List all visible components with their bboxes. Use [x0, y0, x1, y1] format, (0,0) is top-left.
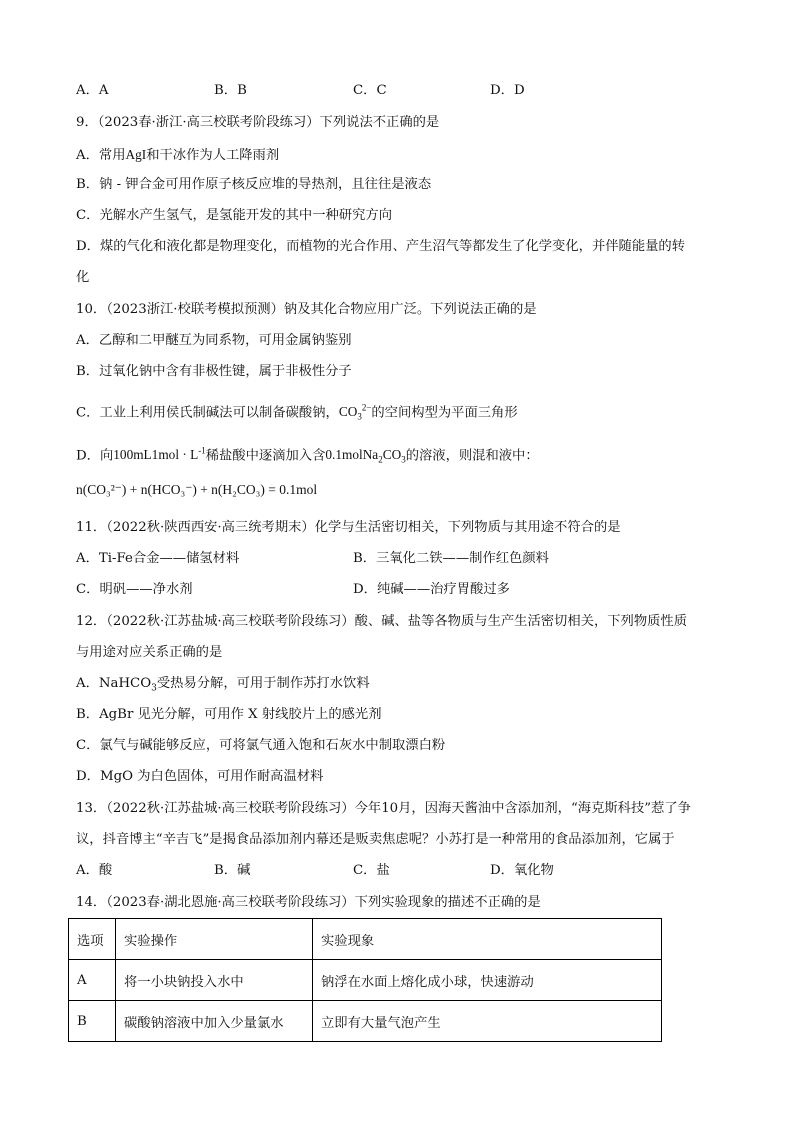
q9-option-b: B．钠 - 钾合金可用作原子核反应堆的导热剂，且往往是液态	[76, 177, 432, 192]
q14-stem: 14．（2023春·湖北恩施·高三校联考阶段练习）下列实验现象的描述不正确的是	[76, 895, 541, 910]
table-row	[69, 1001, 662, 1042]
q11-options-row2	[76, 580, 716, 600]
q8-options	[76, 81, 716, 101]
q13-option-d: D．氧化物	[490, 863, 554, 878]
q9-option-a: A．常用AgI和干冰作为人工降雨剂	[76, 147, 280, 163]
q11-options-row1	[76, 549, 716, 569]
q13-option-b: B．碱	[214, 863, 251, 878]
q11-option-c: C．明矾——净水剂	[76, 582, 193, 597]
cell-operation: 将一小块钠投入水中	[116, 960, 313, 1001]
table-row	[69, 960, 662, 1001]
q11-stem: 11．（2022秋·陕西西安·高三统考期末）化学与生活密切相关，下列物质与其用途不符合的是	[76, 520, 621, 535]
q10-option-d: D．向$100mL1mol \cdot L^{-1}$稀盐酸中逐滴加入含$0.1molNa_2CO_3$的溶液，则混和液中：	[76, 446, 539, 466]
header-option: 选项	[69, 919, 116, 960]
q13-option-a: A．酸	[76, 863, 113, 878]
q8-option-b: B．B	[214, 83, 247, 98]
cell-option: A	[69, 960, 116, 1001]
q11-option-a: A．Ti-Fe合金——储氢材料	[76, 551, 240, 566]
q8-option-d: D．D	[490, 83, 525, 98]
q13-option-c: C．盐	[353, 863, 390, 878]
cell-operation: 碳酸钠溶液中加入少量氯水	[116, 1001, 313, 1042]
q12-option-d: D．MgO 为白色固体，可用作耐高温材料	[76, 769, 324, 784]
q11-option-d: D．纯碱——治疗胃酸过多	[353, 582, 510, 597]
q13-stem-line1: 13．（2022秋·江苏盐城·高三校联考阶段练习）今年10月，因海天酱油中含添加剂，“海克斯科技”惹了争	[76, 801, 691, 816]
q8-option-a: A．A	[76, 83, 109, 98]
q10-option-a: A．乙醇和二甲醚互为同系物，可用金属钠鉴别	[76, 333, 352, 348]
q9-option-d-line1: D．煤的气化和液化都是物理变化，而植物的光合作用、产生沼气等都发生了化学变化，并伴随能量的转	[76, 239, 686, 254]
q12-stem-line1: 12．（2022秋·江苏盐城·高三校联考阶段练习）酸、碱、盐等各物质与生产生活密切相关，下列物质性质	[76, 614, 688, 629]
q13-stem-line2: 议，抖音博主“辛吉飞”是揭食品添加剂内幕还是贩卖焦虑呢？小苏打是一种常用的食品添加剂，它属于	[76, 832, 675, 847]
cell-option: B	[69, 1001, 116, 1042]
q10-stem: 10．（2023浙江·校联考模拟预测）钠及其化合物应用广泛。下列说法正确的是	[76, 302, 537, 317]
q9-option-d-line2: 化	[76, 270, 90, 285]
q8-option-c: C．C	[353, 83, 387, 98]
q11-option-b: B．三氧化二铁——制作红色颜料	[353, 551, 549, 566]
q14-table	[68, 918, 662, 1042]
q10-option-b: B．过氧化钠中含有非极性键，属于非极性分子	[76, 364, 352, 379]
q10-option-c: C．工业上利用侯氏制碱法可以制备碳酸钠，$CO_3^{2-}$的空间构型为平面三角形	[76, 403, 518, 423]
header-operation: 实验操作	[116, 919, 313, 960]
header-phenomenon: 实验现象	[313, 919, 662, 960]
q12-option-c: C．氯气与碱能够反应，可将氯气通入饱和石灰水中制取漂白粉	[76, 738, 446, 753]
q9-stem: 9．（2023春·浙江·高三校联考阶段练习）下列说法不正确的是	[76, 115, 440, 130]
cell-phenomenon: 钠浮在水面上熔化成小球，快速游动	[313, 960, 662, 1001]
q12-stem-line2: 与用途对应关系正确的是	[76, 645, 223, 660]
q10-formula: n(CO₃²⁻) + n(HCO₃⁻) + n(H₂CO₃) = 0.1mol	[76, 482, 318, 497]
q13-options	[76, 861, 716, 881]
q12-option-a: A．NaHCO$_3$受热易分解，可用于制作苏打水饮料	[76, 676, 370, 694]
q9-option-c: C．光解水产生氢气，是氢能开发的其中一种研究方向	[76, 208, 393, 223]
table-header-row	[69, 919, 662, 960]
cell-phenomenon: 立即有大量气泡产生	[313, 1001, 662, 1042]
q12-option-b: B．AgBr 见光分解，可用作 X 射线胶片上的感光剂	[76, 707, 382, 722]
